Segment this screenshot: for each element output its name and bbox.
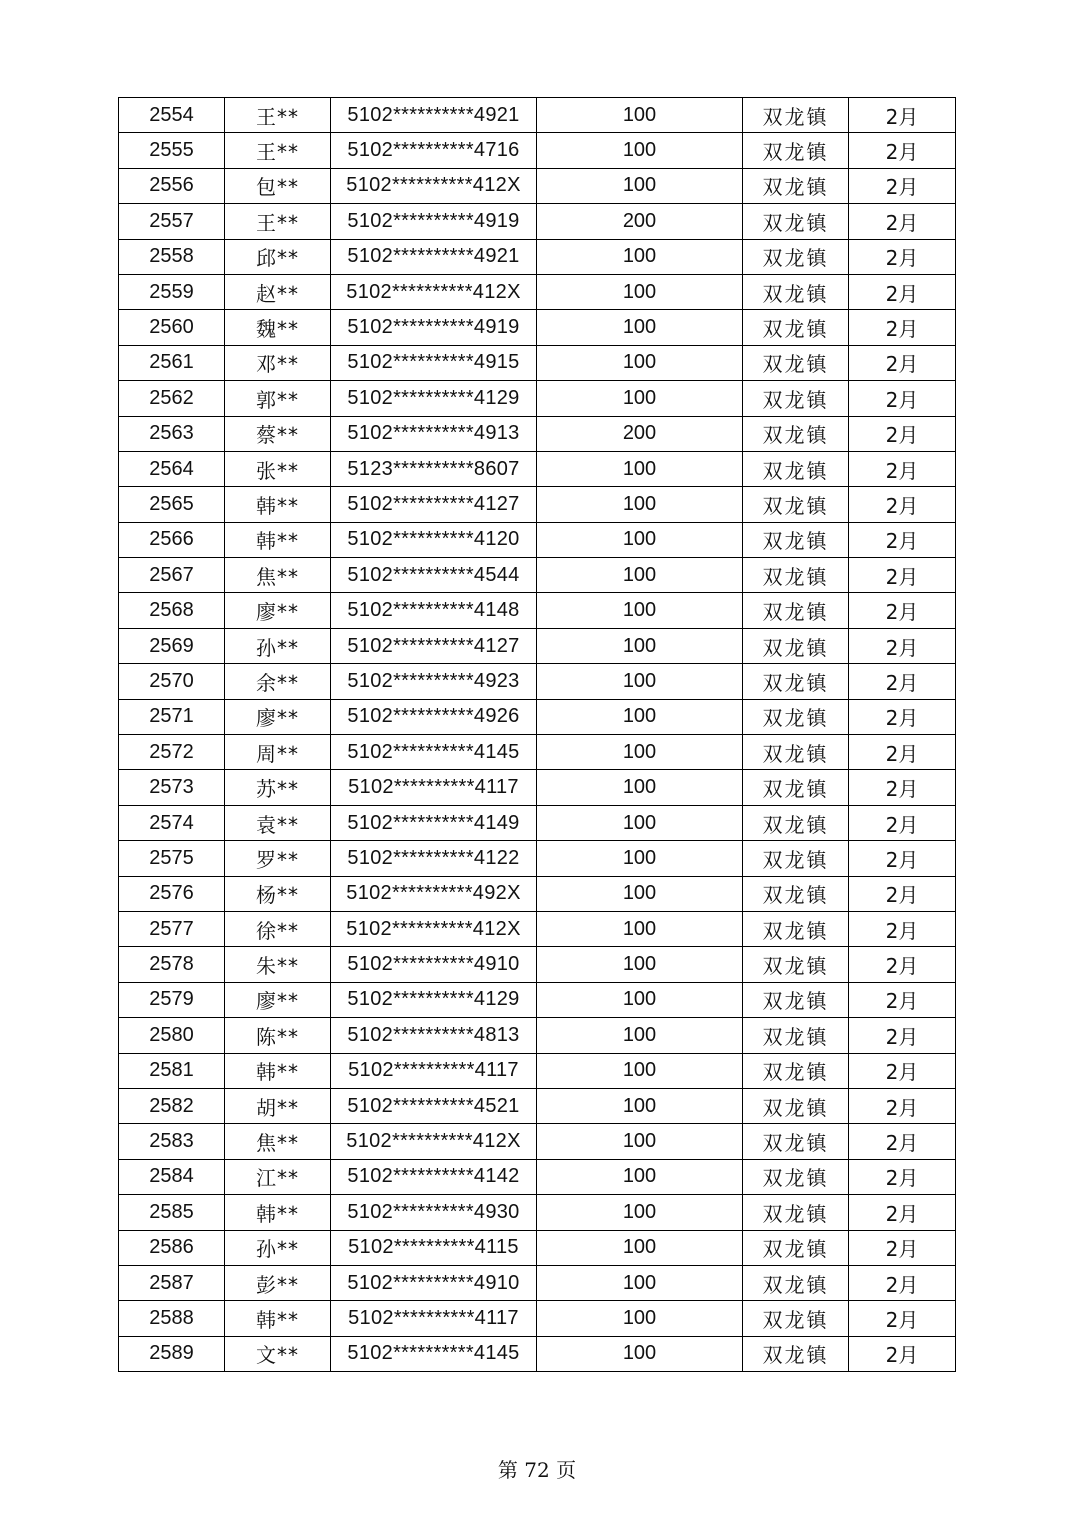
cell-town: 双龙镇 <box>743 876 849 911</box>
table-row <box>119 947 956 982</box>
cell-month: 2月 <box>849 876 956 911</box>
cell-month: 2月 <box>849 841 956 876</box>
cell-serial-number: 2574 <box>119 805 225 840</box>
cell-name: 韩** <box>225 487 331 522</box>
cell-month: 2月 <box>849 1230 956 1265</box>
cell-id-number: 5102**********4921 <box>331 98 537 133</box>
cell-id-number: 5102**********4919 <box>331 204 537 239</box>
cell-serial-number: 2563 <box>119 416 225 451</box>
cell-id-number: 5102**********4910 <box>331 947 537 982</box>
cell-id-number: 5123**********8607 <box>331 451 537 486</box>
cell-month: 2月 <box>849 1018 956 1053</box>
cell-amount: 100 <box>537 345 743 380</box>
cell-amount: 100 <box>537 1265 743 1300</box>
cell-town: 双龙镇 <box>743 1124 849 1159</box>
cell-serial-number: 2557 <box>119 204 225 239</box>
table-row <box>119 239 956 274</box>
cell-amount: 100 <box>537 982 743 1017</box>
cell-town: 双龙镇 <box>743 982 849 1017</box>
cell-town: 双龙镇 <box>743 947 849 982</box>
cell-serial-number: 2555 <box>119 133 225 168</box>
cell-id-number: 5102**********4544 <box>331 558 537 593</box>
table-row <box>119 593 956 628</box>
cell-amount: 100 <box>537 522 743 557</box>
cell-month: 2月 <box>849 558 956 593</box>
cell-serial-number: 2577 <box>119 911 225 946</box>
table-row <box>119 982 956 1017</box>
cell-amount: 100 <box>537 1230 743 1265</box>
cell-id-number: 5102**********4915 <box>331 345 537 380</box>
cell-serial-number: 2562 <box>119 381 225 416</box>
table-row <box>119 841 956 876</box>
page-number: 第 72 页 <box>497 1458 577 1482</box>
cell-name: 胡** <box>225 1088 331 1123</box>
cell-serial-number: 2578 <box>119 947 225 982</box>
cell-town: 双龙镇 <box>743 310 849 345</box>
cell-id-number: 5102**********4120 <box>331 522 537 557</box>
cell-month: 2月 <box>849 1124 956 1159</box>
cell-town: 双龙镇 <box>743 133 849 168</box>
cell-amount: 100 <box>537 841 743 876</box>
cell-town: 双龙镇 <box>743 274 849 309</box>
cell-amount: 100 <box>537 593 743 628</box>
cell-town: 双龙镇 <box>743 1336 849 1371</box>
cell-name: 包** <box>225 168 331 203</box>
table-row <box>119 1124 956 1159</box>
cell-name: 韩** <box>225 522 331 557</box>
cell-name: 郭** <box>225 381 331 416</box>
cell-id-number: 5102**********4148 <box>331 593 537 628</box>
cell-amount: 100 <box>537 947 743 982</box>
table-row <box>119 1053 956 1088</box>
cell-amount: 100 <box>537 664 743 699</box>
cell-name: 王** <box>225 204 331 239</box>
cell-town: 双龙镇 <box>743 805 849 840</box>
cell-month: 2月 <box>849 451 956 486</box>
cell-town: 双龙镇 <box>743 1053 849 1088</box>
cell-town: 双龙镇 <box>743 699 849 734</box>
cell-name: 邓** <box>225 345 331 380</box>
cell-month: 2月 <box>849 522 956 557</box>
cell-town: 双龙镇 <box>743 1195 849 1230</box>
cell-month: 2月 <box>849 1088 956 1123</box>
cell-town: 双龙镇 <box>743 204 849 239</box>
cell-serial-number: 2580 <box>119 1018 225 1053</box>
cell-id-number: 5102**********4117 <box>331 770 537 805</box>
cell-month: 2月 <box>849 416 956 451</box>
cell-name: 邱** <box>225 239 331 274</box>
cell-serial-number: 2588 <box>119 1301 225 1336</box>
table-row <box>119 204 956 239</box>
table-row <box>119 628 956 663</box>
cell-amount: 100 <box>537 1018 743 1053</box>
cell-town: 双龙镇 <box>743 345 849 380</box>
cell-amount: 100 <box>537 239 743 274</box>
cell-town: 双龙镇 <box>743 522 849 557</box>
cell-amount: 100 <box>537 1053 743 1088</box>
cell-name: 孙** <box>225 1230 331 1265</box>
cell-month: 2月 <box>849 1265 956 1300</box>
cell-serial-number: 2554 <box>119 98 225 133</box>
cell-amount: 100 <box>537 310 743 345</box>
cell-amount: 100 <box>537 911 743 946</box>
cell-serial-number: 2571 <box>119 699 225 734</box>
cell-amount: 100 <box>537 168 743 203</box>
cell-serial-number: 2573 <box>119 770 225 805</box>
cell-serial-number: 2556 <box>119 168 225 203</box>
table-row <box>119 1088 956 1123</box>
table-row <box>119 664 956 699</box>
cell-serial-number: 2582 <box>119 1088 225 1123</box>
cell-amount: 100 <box>537 1088 743 1123</box>
cell-month: 2月 <box>849 664 956 699</box>
cell-id-number: 5102**********412X <box>331 168 537 203</box>
table-row <box>119 451 956 486</box>
table-row <box>119 1195 956 1230</box>
cell-town: 双龙镇 <box>743 628 849 663</box>
cell-town: 双龙镇 <box>743 558 849 593</box>
cell-town: 双龙镇 <box>743 1265 849 1300</box>
cell-month: 2月 <box>849 1159 956 1194</box>
cell-town: 双龙镇 <box>743 1159 849 1194</box>
cell-amount: 200 <box>537 416 743 451</box>
cell-town: 双龙镇 <box>743 735 849 770</box>
cell-serial-number: 2581 <box>119 1053 225 1088</box>
cell-name: 廖** <box>225 982 331 1017</box>
cell-amount: 100 <box>537 487 743 522</box>
cell-id-number: 5102**********4127 <box>331 487 537 522</box>
cell-serial-number: 2586 <box>119 1230 225 1265</box>
table-row <box>119 770 956 805</box>
cell-amount: 100 <box>537 770 743 805</box>
cell-id-number: 5102**********4913 <box>331 416 537 451</box>
cell-town: 双龙镇 <box>743 168 849 203</box>
cell-serial-number: 2558 <box>119 239 225 274</box>
cell-amount: 100 <box>537 1195 743 1230</box>
cell-month: 2月 <box>849 274 956 309</box>
cell-month: 2月 <box>849 381 956 416</box>
cell-id-number: 5102**********412X <box>331 1124 537 1159</box>
cell-amount: 100 <box>537 133 743 168</box>
cell-town: 双龙镇 <box>743 98 849 133</box>
cell-amount: 100 <box>537 805 743 840</box>
cell-amount: 100 <box>537 381 743 416</box>
cell-id-number: 5102**********412X <box>331 911 537 946</box>
table-row <box>119 911 956 946</box>
table-row <box>119 522 956 557</box>
cell-town: 双龙镇 <box>743 451 849 486</box>
cell-month: 2月 <box>849 911 956 946</box>
subsidy-table <box>118 97 956 1372</box>
cell-name: 朱** <box>225 947 331 982</box>
cell-id-number: 5102**********4521 <box>331 1088 537 1123</box>
cell-amount: 100 <box>537 876 743 911</box>
table-row <box>119 805 956 840</box>
cell-town: 双龙镇 <box>743 664 849 699</box>
table-row <box>119 133 956 168</box>
cell-town: 双龙镇 <box>743 593 849 628</box>
table-row <box>119 1265 956 1300</box>
cell-month: 2月 <box>849 593 956 628</box>
cell-amount: 100 <box>537 558 743 593</box>
table-row <box>119 876 956 911</box>
table-row <box>119 274 956 309</box>
cell-serial-number: 2569 <box>119 628 225 663</box>
cell-amount: 100 <box>537 1159 743 1194</box>
cell-name: 苏** <box>225 770 331 805</box>
cell-month: 2月 <box>849 628 956 663</box>
cell-serial-number: 2584 <box>119 1159 225 1194</box>
cell-name: 余** <box>225 664 331 699</box>
cell-amount: 100 <box>537 699 743 734</box>
cell-name: 罗** <box>225 841 331 876</box>
cell-id-number: 5102**********4926 <box>331 699 537 734</box>
cell-serial-number: 2565 <box>119 487 225 522</box>
cell-serial-number: 2567 <box>119 558 225 593</box>
cell-name: 江** <box>225 1159 331 1194</box>
cell-town: 双龙镇 <box>743 239 849 274</box>
table-row <box>119 1018 956 1053</box>
cell-amount: 100 <box>537 274 743 309</box>
cell-name: 陈** <box>225 1018 331 1053</box>
cell-serial-number: 2559 <box>119 274 225 309</box>
cell-id-number: 5102**********4149 <box>331 805 537 840</box>
cell-town: 双龙镇 <box>743 841 849 876</box>
cell-month: 2月 <box>849 1336 956 1371</box>
cell-id-number: 5102**********4813 <box>331 1018 537 1053</box>
cell-month: 2月 <box>849 310 956 345</box>
cell-month: 2月 <box>849 699 956 734</box>
cell-name: 焦** <box>225 558 331 593</box>
cell-town: 双龙镇 <box>743 381 849 416</box>
table-row <box>119 98 956 133</box>
cell-name: 魏** <box>225 310 331 345</box>
cell-serial-number: 2560 <box>119 310 225 345</box>
table-row <box>119 558 956 593</box>
cell-amount: 100 <box>537 735 743 770</box>
cell-name: 王** <box>225 98 331 133</box>
cell-id-number: 5102**********4716 <box>331 133 537 168</box>
cell-month: 2月 <box>849 1053 956 1088</box>
cell-name: 张** <box>225 451 331 486</box>
cell-name: 赵** <box>225 274 331 309</box>
cell-amount: 100 <box>537 628 743 663</box>
cell-id-number: 5102**********4117 <box>331 1053 537 1088</box>
cell-town: 双龙镇 <box>743 1018 849 1053</box>
cell-month: 2月 <box>849 1195 956 1230</box>
table-body <box>119 98 956 1372</box>
cell-id-number: 5102**********4117 <box>331 1301 537 1336</box>
cell-id-number: 5102**********4129 <box>331 982 537 1017</box>
table-row <box>119 310 956 345</box>
cell-name: 韩** <box>225 1195 331 1230</box>
cell-id-number: 5102**********4142 <box>331 1159 537 1194</box>
table-row <box>119 487 956 522</box>
cell-serial-number: 2589 <box>119 1336 225 1371</box>
cell-town: 双龙镇 <box>743 911 849 946</box>
cell-serial-number: 2570 <box>119 664 225 699</box>
table-row <box>119 345 956 380</box>
cell-town: 双龙镇 <box>743 1301 849 1336</box>
cell-name: 廖** <box>225 593 331 628</box>
cell-month: 2月 <box>849 1301 956 1336</box>
table-row <box>119 381 956 416</box>
cell-amount: 100 <box>537 451 743 486</box>
cell-serial-number: 2566 <box>119 522 225 557</box>
cell-serial-number: 2587 <box>119 1265 225 1300</box>
cell-name: 韩** <box>225 1301 331 1336</box>
cell-serial-number: 2575 <box>119 841 225 876</box>
cell-amount: 100 <box>537 1124 743 1159</box>
cell-serial-number: 2561 <box>119 345 225 380</box>
cell-id-number: 5102**********4122 <box>331 841 537 876</box>
cell-town: 双龙镇 <box>743 1230 849 1265</box>
cell-serial-number: 2585 <box>119 1195 225 1230</box>
table-row <box>119 1159 956 1194</box>
cell-name: 廖** <box>225 699 331 734</box>
table-row <box>119 1336 956 1371</box>
cell-name: 孙** <box>225 628 331 663</box>
cell-town: 双龙镇 <box>743 1088 849 1123</box>
cell-month: 2月 <box>849 168 956 203</box>
cell-serial-number: 2572 <box>119 735 225 770</box>
cell-name: 袁** <box>225 805 331 840</box>
cell-serial-number: 2568 <box>119 593 225 628</box>
cell-id-number: 5102**********4145 <box>331 1336 537 1371</box>
cell-month: 2月 <box>849 982 956 1017</box>
cell-name: 徐** <box>225 911 331 946</box>
cell-amount: 100 <box>537 1336 743 1371</box>
table-row <box>119 1301 956 1336</box>
cell-amount: 100 <box>537 1301 743 1336</box>
cell-name: 杨** <box>225 876 331 911</box>
cell-name: 焦** <box>225 1124 331 1159</box>
cell-serial-number: 2579 <box>119 982 225 1017</box>
cell-amount: 200 <box>537 204 743 239</box>
cell-id-number: 5102**********492X <box>331 876 537 911</box>
cell-name: 周** <box>225 735 331 770</box>
cell-month: 2月 <box>849 345 956 380</box>
cell-month: 2月 <box>849 98 956 133</box>
cell-name: 蔡** <box>225 416 331 451</box>
cell-serial-number: 2583 <box>119 1124 225 1159</box>
cell-id-number: 5102**********4145 <box>331 735 537 770</box>
cell-month: 2月 <box>849 947 956 982</box>
cell-id-number: 5102**********4129 <box>331 381 537 416</box>
cell-serial-number: 2564 <box>119 451 225 486</box>
cell-name: 彭** <box>225 1265 331 1300</box>
cell-amount: 100 <box>537 98 743 133</box>
cell-month: 2月 <box>849 133 956 168</box>
cell-serial-number: 2576 <box>119 876 225 911</box>
cell-id-number: 5102**********4921 <box>331 239 537 274</box>
cell-id-number: 5102**********4930 <box>331 1195 537 1230</box>
cell-name: 文** <box>225 1336 331 1371</box>
table-row <box>119 699 956 734</box>
table-row <box>119 416 956 451</box>
cell-id-number: 5102**********4923 <box>331 664 537 699</box>
cell-town: 双龙镇 <box>743 770 849 805</box>
cell-month: 2月 <box>849 239 956 274</box>
cell-id-number: 5102**********4910 <box>331 1265 537 1300</box>
cell-id-number: 5102**********4127 <box>331 628 537 663</box>
table-row <box>119 735 956 770</box>
cell-month: 2月 <box>849 487 956 522</box>
cell-town: 双龙镇 <box>743 416 849 451</box>
cell-name: 王** <box>225 133 331 168</box>
cell-month: 2月 <box>849 204 956 239</box>
cell-month: 2月 <box>849 805 956 840</box>
cell-month: 2月 <box>849 770 956 805</box>
cell-month: 2月 <box>849 735 956 770</box>
cell-name: 韩** <box>225 1053 331 1088</box>
table-row <box>119 168 956 203</box>
cell-id-number: 5102**********4919 <box>331 310 537 345</box>
cell-id-number: 5102**********4115 <box>331 1230 537 1265</box>
cell-id-number: 5102**********412X <box>331 274 537 309</box>
cell-town: 双龙镇 <box>743 487 849 522</box>
table-row <box>119 1230 956 1265</box>
